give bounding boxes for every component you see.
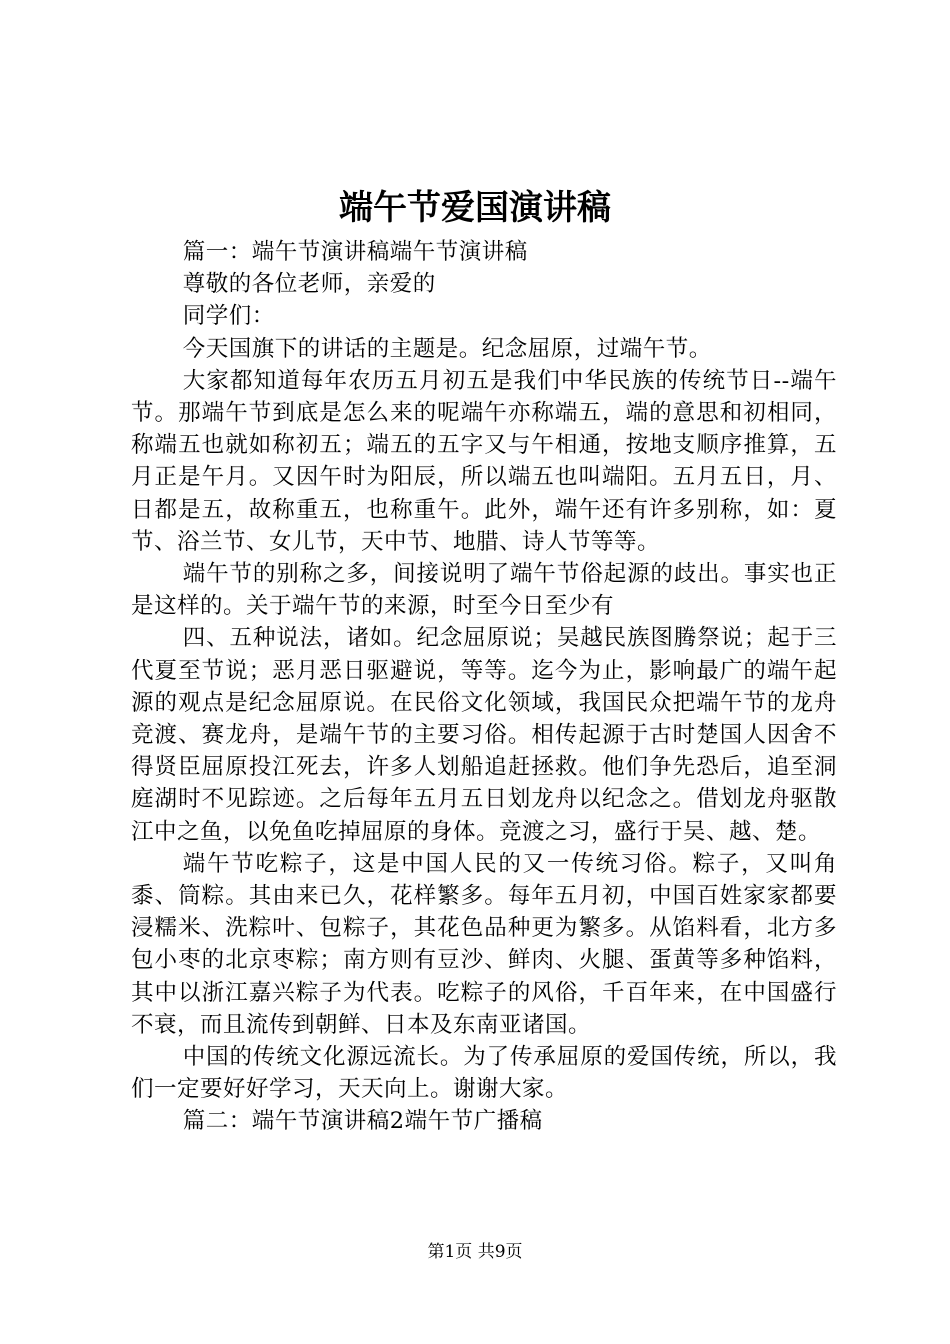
paragraph-7: 四、五种说法，诸如。纪念屈原说；吴越民族图腾祭说；起于三代夏至节说；恶月恶日驱避说，等等。迄今为止，影响最广的端午起源的观点是纪念屈原说。在民俗文化领域，我国民众把端午节的龙舟竞渡、赛龙舟，是端午节的主要习俗。相传起源于古时楚国人因舍不得贤臣屈原投江死去，许多人划船追赶拯救。他们争先恐后，追至洞庭湖时不见踪迹。之后每年五月五日划龙舟以纪念之。借划龙舟驱散江中之鱼，以免鱼吃掉屈原的身体。竞渡之习，盛行于吴、越、楚。 (131, 625, 837, 845)
document-title: 端午节爱国演讲稿 (339, 188, 611, 228)
paragraph-8: 端午节吃粽子，这是中国人民的又一传统习俗。粽子，又叫角黍、筒粽。其由来已久，花样繁多。每年五月初，中国百姓家家都要浸糯米、洗粽叶、包粽子，其花色品种更为繁多。从馅料看，北方多包小枣的北京枣粽；南方则有豆沙、鲜肉、火腿、蛋黄等多种馅料，其中以浙江嘉兴粽子为代表。吃粽子的风俗，千百年来，在中国盛行不衰，而且流传到朝鲜、日本及东南亚诸国。 (131, 850, 837, 1038)
paragraph-1: 篇一：端午节演讲稿端午节演讲稿 (182, 239, 528, 265)
paragraph-2: 尊敬的各位老师，亲爱的 (182, 271, 436, 298)
page-footer: 第1页 共9页 (427, 1242, 523, 1262)
document-body (131, 236, 837, 1138)
paragraph-9: 中国的传统文化源远流长。为了传承屈原的爱国传统，所以，我们一定要好好学习，天天向上。谢谢大家。 (131, 1044, 837, 1103)
paragraph-6: 端午节的别称之多，间接说明了端午节俗起源的歧出。事实也正是这样的。关于端午节的来源，时至今日至少有 (131, 561, 837, 620)
paragraph-3: 同学们： (182, 303, 275, 330)
paragraph-10: 篇二：端午节演讲稿2端午节广播稿 (182, 1108, 543, 1135)
paragraph-5: 大家都知道每年农历五月初五是我们中华民族的传统节日--端午节。那端午节到底是怎么来的呢端午亦称端五，端的意思和初相同，称端五也就如称初五；端五的五字又与午相通，按地支顺序推算，五月正是午月。又因午时为阳辰，所以端五也叫端阳。五月五日，月、日都是五，故称重五，也称重午。此外，端午还有许多别称，如：夏节、浴兰节、女儿节，天中节、地腊、诗人节等等。 (131, 367, 837, 555)
paragraph-4: 今天国旗下的讲话的主题是。纪念屈原，过端午节。 (182, 335, 712, 362)
